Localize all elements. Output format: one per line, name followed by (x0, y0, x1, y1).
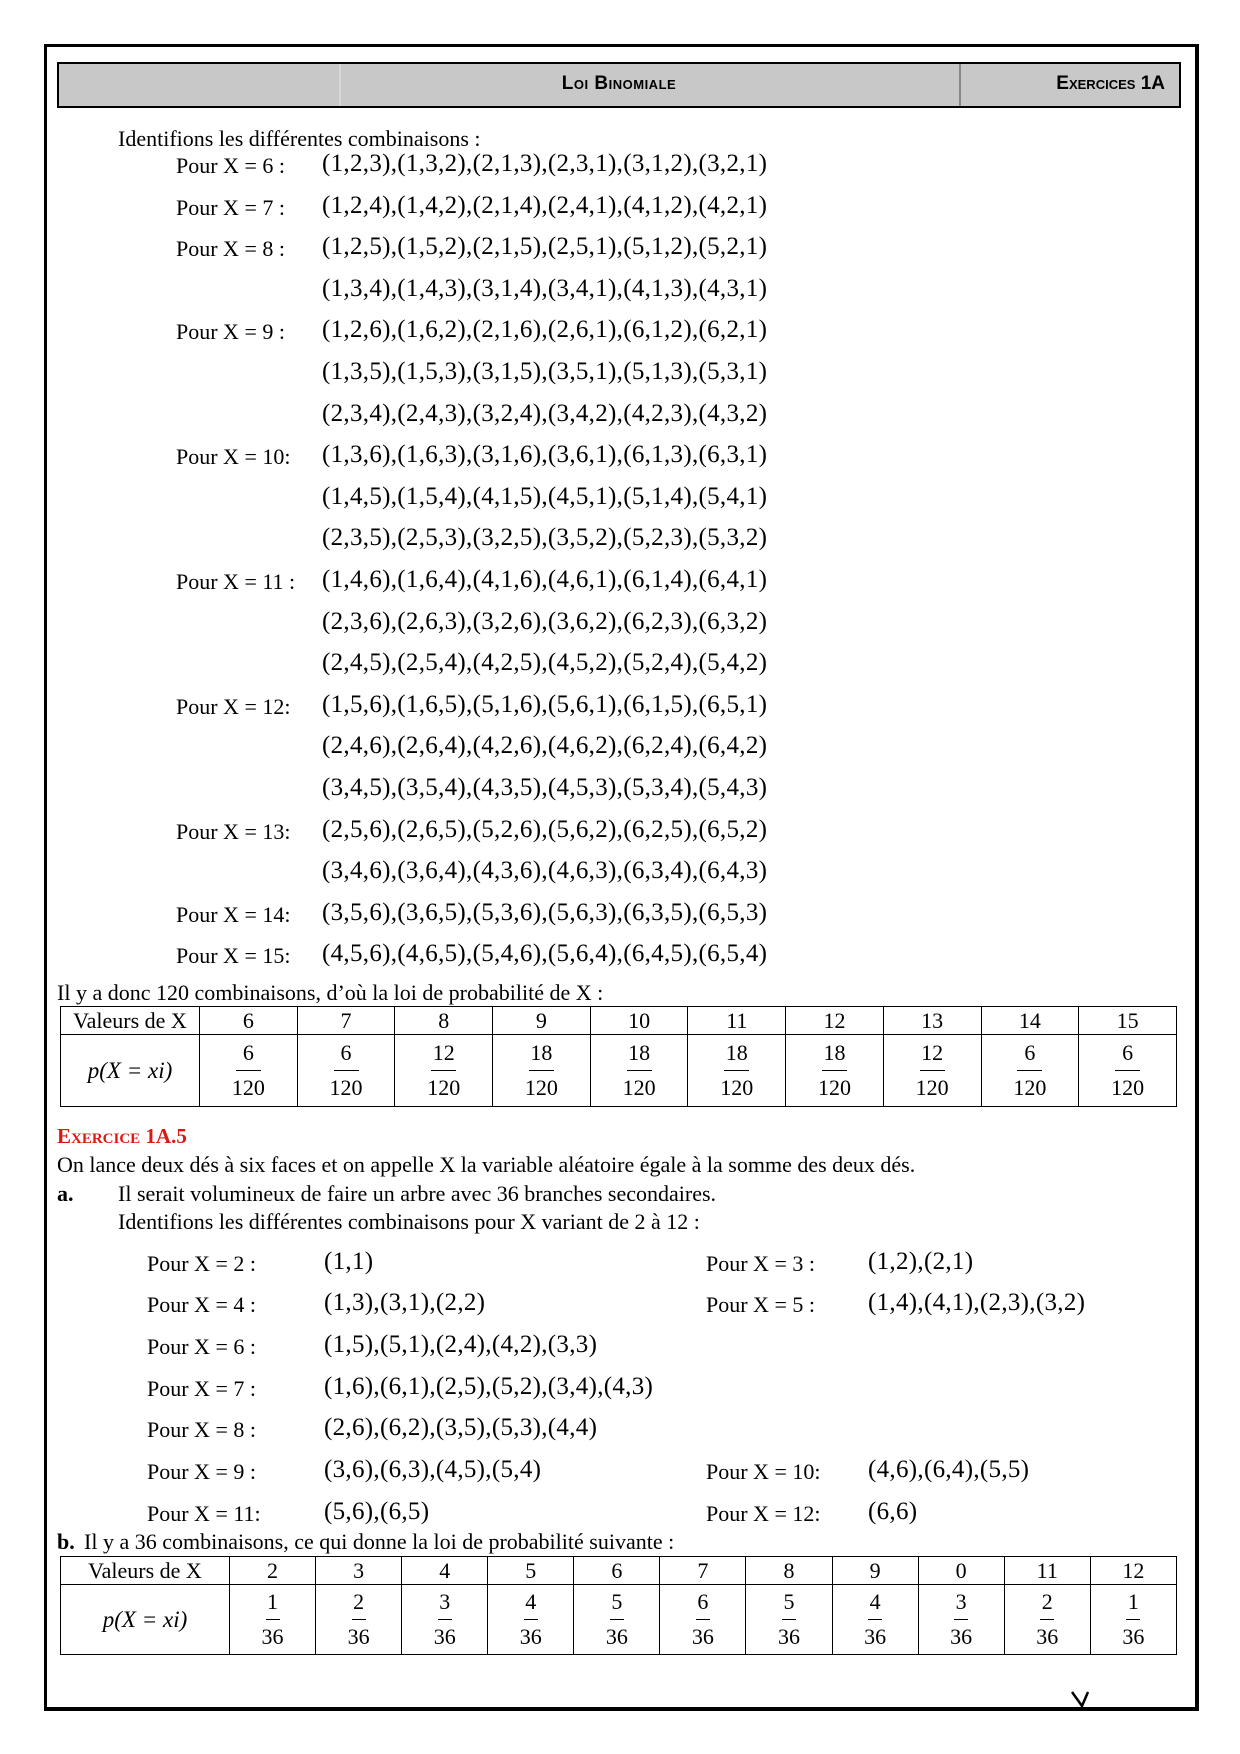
fraction (434, 1587, 456, 1653)
table-value-cell: 12 (1090, 1557, 1176, 1585)
table-prob-cell (981, 1035, 1079, 1107)
combo-row-label: Pour X = 12: (176, 693, 291, 719)
combo-line: (1,4,6),(1,6,4),(4,1,6),(4,6,1),(6,1,4),(6,4,1) (322, 566, 768, 593)
fraction (692, 1587, 714, 1653)
fraction-bar (529, 1070, 554, 1072)
table-value-cell: 11 (1004, 1557, 1090, 1585)
probability-table-1 (60, 1006, 1177, 1107)
table-value-cell: 6 (574, 1557, 660, 1585)
dice-combo: (6,6) (868, 1498, 918, 1525)
combo-line: (3,4,5),(3,5,4),(4,3,5),(4,5,3),(5,3,4),(5,4,3) (322, 774, 768, 801)
table-header-label: Valeurs de X (61, 1007, 200, 1035)
item-b-text: Il y a 36 combinaisons, ce qui donne la loi de probabilité suivante : (84, 1529, 675, 1554)
dice-combo: (1,1) (324, 1248, 374, 1275)
fraction-bar (724, 1070, 749, 1072)
page-corner-mark (1070, 1690, 1090, 1710)
fraction-bar (334, 1070, 359, 1072)
fraction-numerator: 18 (530, 1039, 553, 1065)
dice-combo: (2,6),(6,2),(3,5),(5,3),(4,4) (324, 1414, 598, 1441)
summary-text (57, 980, 603, 1006)
fraction-denominator: 36 (864, 1624, 887, 1650)
fraction-numerator: 6 (242, 1039, 254, 1065)
table-value-cell: 15 (1079, 1007, 1177, 1035)
fraction-numerator: 1 (267, 1588, 279, 1614)
table-prob-cell (402, 1585, 488, 1655)
table-prob-cell (488, 1585, 574, 1655)
fraction-numerator: 2 (353, 1588, 365, 1614)
table-value-cell: 2 (230, 1557, 316, 1585)
item-b-marker: b. (57, 1529, 75, 1554)
exercise-statement: On lance deux dés à six faces et on appelle X la variable aléatoire égale à la somme des deux dés. (57, 1152, 916, 1177)
dice-combo: (3,6),(6,3),(4,5),(5,4) (324, 1456, 542, 1483)
table-value-cell: 14 (981, 1007, 1079, 1035)
table-prob-cell (297, 1035, 395, 1107)
intro-text: Identifions les différentes combinaisons : (118, 126, 481, 151)
table-prob-cell (1090, 1585, 1176, 1655)
fraction-bar (782, 1619, 796, 1621)
dice-row-label: Pour X = 10: (706, 1459, 821, 1484)
fraction-numerator: 1 (1127, 1588, 1139, 1614)
table-prob-cell (200, 1035, 298, 1107)
fraction (720, 1038, 753, 1104)
table-prob-cell (1079, 1035, 1177, 1107)
fraction-bar (920, 1070, 945, 1072)
fraction-bar (438, 1619, 452, 1621)
fraction (1036, 1587, 1058, 1653)
fraction-numerator: 18 (725, 1039, 748, 1065)
table-value-cell: 11 (688, 1007, 786, 1035)
dice-combo: (1,2),(2,1) (868, 1248, 974, 1275)
combo-line: (2,3,4),(2,4,3),(3,2,4),(3,4,2),(4,2,3),(4,3,2) (322, 399, 768, 427)
combo-line: (1,5,6),(1,6,5),(5,1,6),(5,6,1),(6,1,5),(6,5,1) (322, 690, 768, 718)
fraction (330, 1038, 363, 1104)
table-value-cell: 10 (590, 1007, 688, 1035)
fraction (1122, 1587, 1144, 1653)
table-prob-cell (493, 1035, 591, 1107)
table-prob-label (61, 1585, 230, 1655)
dice-row-label: Pour X = 3 : (706, 1251, 815, 1276)
fraction (232, 1038, 265, 1104)
prob-label-text: p(X = xi) (87, 1057, 173, 1083)
fraction-bar (431, 1070, 456, 1072)
table-prob-cell (832, 1585, 918, 1655)
fraction-denominator: 36 (347, 1624, 370, 1650)
fraction-denominator: 36 (433, 1624, 456, 1650)
fraction-bar (266, 1619, 280, 1621)
fraction-denominator: 120 (524, 1075, 558, 1101)
table-value-cell: 7 (297, 1007, 395, 1035)
table-value-cell: 8 (746, 1557, 832, 1585)
page-header (57, 62, 1181, 108)
table-header-label: Valeurs de X (61, 1557, 230, 1585)
dice-combo: (4,6),(6,4),(5,5) (868, 1456, 1030, 1483)
table-prob-cell (660, 1585, 746, 1655)
combo-row-label: Pour X = 10: (176, 444, 291, 470)
fraction (427, 1038, 460, 1104)
fraction-bar (352, 1619, 366, 1621)
combo-row-label: Pour X = 14: (176, 901, 291, 927)
dice-combo: (5,6),(6,5) (324, 1498, 430, 1525)
table-value-cell: 8 (395, 1007, 493, 1035)
table-value-cell: 12 (786, 1007, 884, 1035)
table-value-cell: 7 (660, 1557, 746, 1585)
fraction (778, 1587, 800, 1653)
combo-row-label: Pour X = 8 : (176, 236, 285, 262)
fraction-numerator: 6 (1122, 1039, 1134, 1065)
fraction-numerator: 6 (697, 1588, 709, 1614)
fraction-bar (1115, 1070, 1140, 1072)
combo-row-label: Pour X = 6 : (176, 153, 285, 178)
fraction-numerator: 3 (439, 1588, 451, 1614)
combo-line: (2,5,6),(2,6,5),(5,2,6),(5,6,2),(6,2,5),(6,5,2) (322, 815, 768, 843)
dice-row-label: Pour X = 6 : (147, 1334, 256, 1359)
fraction-numerator: 5 (783, 1588, 795, 1614)
fraction-bar (1126, 1619, 1140, 1621)
fraction-numerator: 4 (869, 1588, 881, 1614)
fraction-numerator: 12 (921, 1039, 944, 1065)
fraction (623, 1038, 656, 1104)
fraction-denominator: 36 (261, 1624, 284, 1650)
dice-row-label: Pour X = 12: (706, 1501, 821, 1526)
combo-line: (1,4,5),(1,5,4),(4,1,5),(4,5,1),(5,1,4),(5,4,1) (322, 482, 768, 510)
fraction-denominator: 36 (1036, 1624, 1059, 1650)
fraction (520, 1587, 542, 1653)
fraction (864, 1587, 886, 1653)
combo-line: (3,5,6),(3,6,5),(5,3,6),(5,6,3),(6,3,5),(6,5,3) (322, 898, 768, 926)
exercise-title: Exercice 1A.5 (57, 1124, 187, 1148)
fraction-bar (610, 1619, 624, 1621)
fraction-denominator: 120 (915, 1075, 949, 1101)
prob-label-text: p(X = xi) (102, 1606, 188, 1632)
fraction-bar (1017, 1070, 1042, 1072)
fraction-numerator: 18 (628, 1039, 651, 1065)
fraction-bar (868, 1619, 882, 1621)
fraction (348, 1587, 370, 1653)
fraction-numerator: 2 (1041, 1588, 1053, 1614)
combo-line: (1,2,3),(1,3,2),(2,1,3),(2,3,1),(3,1,2),(3,2,1) (322, 150, 768, 177)
combo-line: (1,3,4),(1,4,3),(3,1,4),(3,4,1),(4,1,3),(4,3,1) (322, 274, 768, 302)
fraction (1013, 1038, 1046, 1104)
item-a-line2: Identifions les différentes combinaisons pour X variant de 2 à 12 : (118, 1209, 700, 1234)
fraction-numerator: 3 (955, 1588, 967, 1614)
fraction-bar (954, 1619, 968, 1621)
fraction-denominator: 120 (329, 1075, 363, 1101)
table-prob-label (61, 1035, 200, 1107)
dice-row-label: Pour X = 2 : (147, 1251, 256, 1276)
fraction-bar (236, 1070, 261, 1072)
combo-line: (2,4,6),(2,6,4),(4,2,6),(4,6,2),(6,2,4),(6,4,2) (322, 732, 768, 760)
table-value-cell: 13 (883, 1007, 981, 1035)
table-value-cell: 9 (493, 1007, 591, 1035)
dice-combo: (1,6),(6,1),(2,5),(5,2),(3,4),(4,3) (324, 1373, 654, 1400)
dice-row-label: Pour X = 8 : (147, 1417, 256, 1442)
fraction-denominator: 120 (1013, 1075, 1047, 1101)
probability-table-2 (60, 1556, 1177, 1655)
fraction-numerator: 4 (525, 1588, 537, 1614)
header-section-label: Exercices 1A (1056, 73, 1165, 94)
combo-row-label: Pour X = 13: (176, 818, 291, 844)
combo-row-label: Pour X = 15: (176, 943, 291, 969)
fraction-denominator: 120 (231, 1075, 265, 1101)
table-prob-cell (1004, 1585, 1090, 1655)
dice-row-label: Pour X = 9 : (147, 1459, 256, 1484)
table-value-cell: 3 (316, 1557, 402, 1585)
fraction-numerator: 12 (432, 1039, 455, 1065)
dice-row-label: Pour X = 5 : (706, 1292, 815, 1317)
dice-row-label: Pour X = 7 : (147, 1376, 256, 1401)
fraction-numerator: 6 (340, 1039, 352, 1065)
fraction-bar (1040, 1619, 1054, 1621)
fraction-denominator: 36 (1122, 1624, 1145, 1650)
combo-line: (3,4,6),(3,6,4),(4,3,6),(4,6,3),(6,3,4),(6,4,3) (322, 857, 768, 885)
table-prob-cell (746, 1585, 832, 1655)
table-value-cell: 4 (402, 1557, 488, 1585)
table-prob-cell (590, 1035, 688, 1107)
combo-line: (2,3,6),(2,6,3),(3,2,6),(3,6,2),(6,2,3),(6,3,2) (322, 607, 768, 635)
table-prob-cell (574, 1585, 660, 1655)
table-value-cell: 6 (200, 1007, 298, 1035)
combo-line: (4,5,6),(4,6,5),(5,4,6),(5,6,4),(6,4,5),(6,5,4) (322, 940, 768, 968)
fraction-numerator: 6 (1024, 1039, 1036, 1065)
header-divider (959, 64, 961, 106)
fraction (525, 1038, 558, 1104)
fraction-denominator: 36 (519, 1624, 542, 1650)
fraction-denominator: 120 (817, 1075, 851, 1101)
fraction (916, 1038, 949, 1104)
fraction (1111, 1038, 1144, 1104)
table-prob-cell (316, 1585, 402, 1655)
dice-row-label: Pour X = 11: (147, 1501, 261, 1526)
item-a-line1: Il serait volumineux de faire un arbre avec 36 branches secondaires. (118, 1181, 717, 1206)
fraction (950, 1587, 972, 1653)
fraction-bar (822, 1070, 847, 1072)
fraction-bar (696, 1619, 710, 1621)
combo-line: (2,3,5),(2,5,3),(3,2,5),(3,5,2),(5,2,3),(5,3,2) (322, 524, 768, 552)
fraction-denominator: 120 (720, 1075, 754, 1101)
combo-line: (1,2,6),(1,6,2),(2,1,6),(2,6,1),(6,1,2),(6,2,1) (322, 316, 768, 344)
fraction (262, 1587, 284, 1653)
table-prob-cell (688, 1035, 786, 1107)
fraction (606, 1587, 628, 1653)
fraction-denominator: 36 (605, 1624, 628, 1650)
combo-row-label: Pour X = 9 : (176, 319, 285, 345)
combo-line: (2,4,5),(2,5,4),(4,2,5),(4,5,2),(5,2,4),(5,4,2) (322, 649, 768, 677)
item-a-marker: a. (57, 1181, 74, 1206)
table-value-cell: 5 (488, 1557, 574, 1585)
dice-combo: (1,3),(3,1),(2,2) (324, 1289, 486, 1316)
fraction-denominator: 120 (622, 1075, 656, 1101)
table-prob-cell (918, 1585, 1004, 1655)
table-prob-cell (395, 1035, 493, 1107)
table-value-cell: 0 (918, 1557, 1004, 1585)
fraction-denominator: 120 (1111, 1075, 1145, 1101)
combo-line: (1,2,4),(1,4,2),(2,1,4),(2,4,1),(4,1,2),(4,2,1) (322, 191, 768, 219)
combo-row-label: Pour X = 7 : (176, 194, 285, 220)
fraction-numerator: 18 (823, 1039, 846, 1065)
dice-combo: (1,4),(4,1),(2,3),(3,2) (868, 1289, 1086, 1316)
fraction-denominator: 120 (427, 1075, 461, 1101)
fraction-denominator: 36 (950, 1624, 973, 1650)
combo-line: (1,3,5),(1,5,3),(3,1,5),(3,5,1),(5,1,3),(5,3,1) (322, 358, 768, 385)
summary-text-content: Il y a donc 120 combinaisons, d’où la loi de probabilité de X : (57, 980, 604, 1005)
table-prob-cell (786, 1035, 884, 1107)
table-value-cell: 9 (832, 1557, 918, 1585)
combo-line: (1,2,5),(1,5,2),(2,1,5),(2,5,1),(5,1,2),(5,2,1) (322, 233, 768, 261)
fraction-bar (524, 1619, 538, 1621)
fraction-bar (627, 1070, 652, 1072)
dice-combo: (1,5),(5,1),(2,4),(4,2),(3,3) (324, 1331, 598, 1358)
fraction-numerator: 5 (611, 1588, 623, 1614)
table-prob-cell (230, 1585, 316, 1655)
combo-line: (1,3,6),(1,6,3),(3,1,6),(3,6,1),(6,1,3),(6,3,1) (322, 441, 768, 469)
table-prob-cell (883, 1035, 981, 1107)
header-title: Loi Binomiale (561, 73, 677, 94)
fraction-denominator: 36 (691, 1624, 714, 1650)
fraction-denominator: 36 (778, 1624, 800, 1650)
dice-row-label: Pour X = 4 : (147, 1292, 256, 1317)
combo-row-label: Pour X = 11 : (176, 569, 296, 594)
fraction (818, 1038, 851, 1104)
